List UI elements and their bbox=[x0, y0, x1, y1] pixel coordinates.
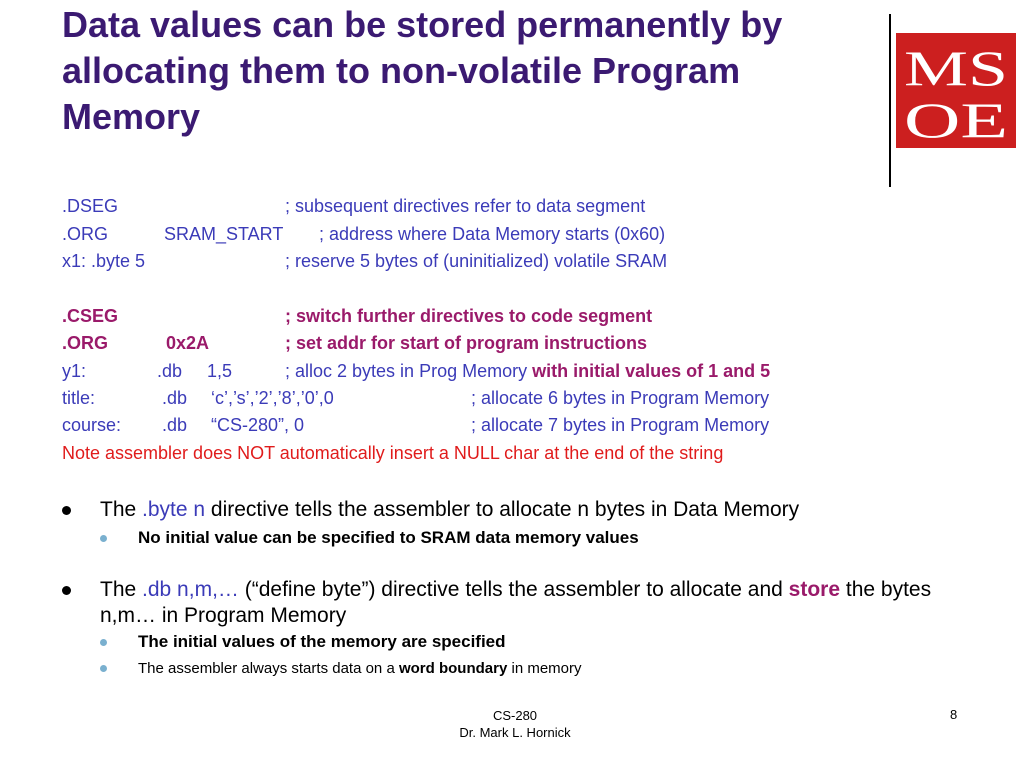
footer-course: CS-280 bbox=[492, 708, 538, 723]
svg-text:OE: OE bbox=[904, 92, 1008, 148]
divider-line bbox=[889, 14, 891, 187]
slide-title: Data values can be stored permanently by allocating them to non-volatile Program Memory bbox=[62, 4, 783, 137]
code-title-args: ‘c’,’s’,’2’,’8’,’0’,0 bbox=[211, 388, 334, 408]
code-line-course bbox=[62, 415, 770, 436]
bullet-dot bbox=[62, 506, 71, 515]
code-course-comment: ; allocate 7 bytes in Program Memory bbox=[471, 415, 770, 435]
code-dseg-comment: ; subsequent directives refer to data segment bbox=[285, 196, 646, 216]
code-x1-comment: ; reserve 5 bytes of (uninitialized) volatile SRAM bbox=[285, 251, 668, 271]
sub-bullet-dot bbox=[100, 535, 107, 542]
sub-bullet-dot bbox=[100, 665, 107, 672]
code-title-directive: .db bbox=[162, 388, 188, 408]
code-y1-directive: .db bbox=[157, 361, 183, 381]
msoe-logo bbox=[896, 33, 1016, 148]
slide-footer bbox=[430, 707, 600, 741]
footer-author: Dr. Mark L. Hornick bbox=[459, 725, 571, 740]
code-x1-directive: x1: .byte 5 bbox=[62, 251, 146, 271]
code-line-x1 bbox=[62, 251, 668, 272]
code-y1-label: y1: bbox=[62, 361, 87, 381]
code-cseg-directive: .CSEG bbox=[62, 306, 119, 326]
code-line-cseg bbox=[62, 306, 653, 327]
code-org1-operand: SRAM_START bbox=[164, 224, 284, 244]
code-title-label: title: bbox=[62, 388, 96, 408]
code-y1-args: 1,5 bbox=[207, 361, 233, 381]
code-org2-operand: 0x2A bbox=[166, 333, 210, 353]
code-note: Note assembler does NOT automatically insert a NULL char at the end of the string bbox=[62, 443, 724, 463]
code-org1-comment: ; address where Data Memory starts (0x60) bbox=[319, 224, 666, 244]
code-line-dseg bbox=[62, 196, 646, 217]
code-line-title bbox=[62, 388, 770, 409]
sub-bullet-dot bbox=[100, 639, 107, 646]
code-title-comment: ; allocate 6 bytes in Program Memory bbox=[471, 388, 770, 408]
code-cseg-comment: ; switch further directives to code segment bbox=[285, 306, 653, 326]
page-number: 8 bbox=[950, 707, 958, 722]
code-course-label: course: bbox=[62, 415, 122, 435]
code-line-y1 bbox=[62, 361, 771, 382]
code-course-args: “CS-280”, 0 bbox=[211, 415, 305, 435]
code-org2-comment: ; set addr for start of program instructions bbox=[285, 333, 648, 353]
svg-text:MS: MS bbox=[904, 40, 1008, 96]
code-org1-directive: .ORG bbox=[62, 224, 109, 244]
code-line-org2 bbox=[62, 333, 648, 354]
code-dseg-directive: .DSEG bbox=[62, 196, 119, 216]
code-line-org1 bbox=[62, 224, 666, 245]
code-y1-comment: ; alloc 2 bytes in Prog Memory with initial values of 1 and 5 bbox=[285, 361, 771, 381]
code-course-directive: .db bbox=[162, 415, 188, 435]
code-org2-directive: .ORG bbox=[62, 333, 109, 353]
bullet-dot bbox=[62, 586, 71, 595]
